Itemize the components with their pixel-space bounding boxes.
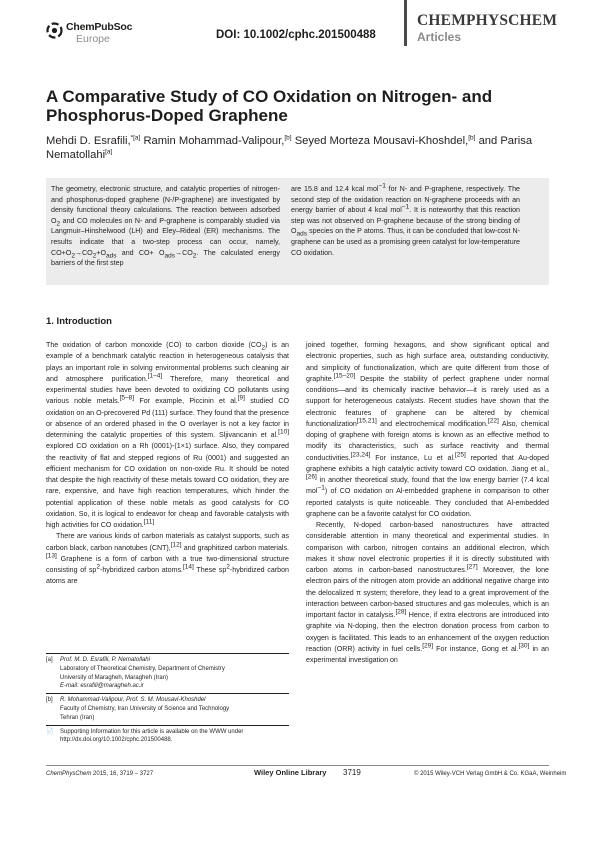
body-paragraph: There are various kinds of carbon materials as catalyst supports, such as carbon black, carbon nanotubes (CNT),[12] and graphitized carbon materials.[13] Graphene is a form of carbon with a true two-dimensional structure consisting of $sp^2$-hybridized carbon atoms.[14] These $sp^2$-hybridized carbon atoms are bbox=[46, 532, 289, 586]
footer-citation: ChemPhysChem 2015, 16, 3719 – 3727 bbox=[46, 771, 154, 777]
affiliation-names: Prof. M. D. Esrafili, P. Nematollahi bbox=[60, 657, 150, 663]
author-name: Mehdi D. Esrafili, bbox=[46, 135, 131, 147]
author-affiliation-mark: [b] bbox=[468, 134, 476, 142]
page-number: 3719 bbox=[343, 768, 361, 777]
author-name: Ramin Mohammad-Valipour, bbox=[143, 135, 285, 147]
header-tab-bar bbox=[404, 0, 407, 46]
footnote-rule bbox=[46, 653, 289, 654]
journal-header bbox=[404, 0, 595, 46]
author-name: and Parisa Nematollahi bbox=[46, 135, 533, 161]
body-paragraph: joined together, forming hexagons, and show significant optical and electronic properties, such as high surface area, outstanding conductivity, and simplicity of functionalization, which are quite different from those of graphite.[15–20] Despite the stability of perfect graphene under normal conditions—and its chemically inactive behavior—it is rarely used as a support for heterogeneous catalysts. Recent studies have shown that the electronic features of graphene can be altered by chemical functionalization[15,21] and electrochemical modification.[22] Also, chemical doping of graphene with foreign atoms is known as an effective method to modify its characteristics, such as surface reactivity and thermal conductivities.[23,24] For instance, Lu et al.[25] reported that Au-doped graphene exhibits a high catalytic activity toward CO oxidation. Jiang et al.,[26] in another theoretical study, found that the low energy barrier (7.4 kcal mol$^{-1}$) of CO oxidation on Al-embedded graphene in comparison to other reported catalysts is quite noticeable. They concluded that Al-embedded graphene can be a favorite catalyst for CO oxidation. bbox=[306, 341, 549, 518]
body-paragraph: The oxidation of carbon monoxide (CO) to carbon dioxide $(CO_2)$ is an example of a benchmark catalytic reaction in heterogeneous catalysis that plays an important role in solving environmental problems such cleaning air and atmosphere purification.[1–4] Therefore, many theoretical and experimental studies have been devoted to oxidizing CO pollutants using various noble metals.[5–8] For example, Piccinin et al.[9] studied CO oxidation on an O-precovered Pd (111) surface. They found that the presence or absence of an ordered phased in the O overlayer is not a key factor in determining the catalytic properties of this system. Sljivancanin et al.[10] explored CO oxidation on a Rh (0001)-(1×1) surface. Also, they compared the reactivity of flat and stepped regions of Ru (0001) and suggested an efficient mechanism for CO oxidation on non-oxide Ru. It should be noted that despite the high reactivity of these metals toward CO oxidation, they are rare, expensive, and have high reaction temperatures, which hinder the potential application of these noble metals as good catalysts for CO oxidation. So, it is logical to endeavor for cheap and favorable catalysts with high activities for CO oxidation.[11] bbox=[46, 341, 289, 529]
supporting-info-note bbox=[46, 728, 289, 746]
supporting-info-icon: 📄 bbox=[46, 728, 54, 735]
body-right-column bbox=[306, 340, 549, 666]
doi-label: DOI: 10.1002/cphc.201500488 bbox=[216, 29, 376, 41]
author-name: Seyed Morteza Mousavi-Khoshdel, bbox=[294, 135, 469, 147]
corresponding-email[interactable]: E-mail: esrafili@maragheh.ac.ir bbox=[60, 683, 144, 690]
abstract-right-column: are 15.8 and 12.4 kcal mol$^{-1}$ for N- and P-graphene, respectively. The second step of the oxidation reaction on N-graphene proceeds with an energy barrier of about 4 kcal mol$^{-1}$. It is noteworthy that this reaction step was not observed on P-graphene because of the strong binding of $O_{ads}$ species on the P atoms. Thus, it can be concluded that low-cost N-graphene can be used as a promising green catalyst for low-temperature CO oxidation. bbox=[291, 182, 520, 257]
footnote-separator bbox=[46, 693, 289, 694]
author-list bbox=[46, 134, 556, 162]
supporting-info-text[interactable]: Supporting Information for this article is available on the WWW under http://dx.doi.org/10.1002/cphc.201500488. bbox=[60, 728, 244, 744]
chempubsoc-logo-icon bbox=[46, 22, 63, 39]
affiliation-footnotes bbox=[46, 656, 289, 745]
body-left-column bbox=[46, 340, 289, 588]
author-affiliation-mark: [a] bbox=[105, 148, 113, 156]
author-affiliation-mark: *[a] bbox=[130, 134, 141, 142]
body-paragraph: Recently, N-doped carbon-based nanostructures have attracted considerable attention in many theoretical and experimental studies. In comparison with carbon, nitrogen contains an additional electron, which makes it show novel electronic properties if it is directly substituted with carbon atoms in carbon-based nanostructures.[27] Moreover, the lone electron pairs of the nitrogen atom provide an additional negative charge into the delocalized π system; therefore, they lead to a great improvement of the interaction between carbon-based structures and gas molecules, which is an important factor in catalysis.[28] Hence, if extra electrons are introduced into graphite via N-doping, then the electron donation process from carbon to oxygen is facilitated. This leads to an enhancement of the oxygen reduction reaction (ORR) activity in fuel cells.[29] For instance, Gong et al.[30] in an experimental investigation on bbox=[306, 521, 549, 664]
journal-name: CHEMPHYSCHEM bbox=[417, 12, 558, 29]
section-heading: 1. Introduction bbox=[46, 316, 112, 327]
footnote-separator bbox=[46, 725, 289, 726]
affiliation-b: [b] R. Mohammad-Valipour, Prof. S. M. Mousavi-Khoshdel Faculty of Chemistry, Iran University of Science and Technology Tehran (Iran) bbox=[46, 696, 289, 722]
publisher-name: ChemPubSoc bbox=[66, 21, 133, 33]
section-label: Articles bbox=[417, 30, 462, 44]
author-affiliation-mark: [b] bbox=[284, 134, 292, 142]
footer-rule bbox=[46, 765, 549, 766]
publisher-logo bbox=[46, 20, 136, 46]
abstract-left-column: The geometry, electronic structure, and catalytic properties of nitrogen- and phosphorus-doped graphene (N-/P-graphene) are investigated by density functional theory calculations. The reaction between adsorbed $O_2$ and CO molecules on N- and P-graphene is comparably studied via Langmuir–Hinshelwood (LH) and Eley–Rideal (ER) mechanisms. The results indicate that a two-step process can occur, namely, $CO+O_2\to CO_2+O_{ads}$ and $CO+ O_{ads}\to CO_2$. The calculated energy barriers of the first step bbox=[51, 185, 280, 268]
publisher-region: Europe bbox=[76, 33, 110, 45]
abstract-box bbox=[46, 178, 549, 285]
article-title: A Comparative Study of CO Oxidation on Nitrogen- and Phosphorus-Doped Graphene bbox=[46, 87, 493, 125]
affiliation-names: R. Mohammad-Valipour, Prof. S. M. Mousavi-Khoshdel bbox=[60, 697, 206, 704]
wiley-online-library-link[interactable]: Wiley Online Library bbox=[254, 768, 327, 777]
affiliation-a: [a] Prof. M. D. Esrafili, P. Nematollahi Laboratory of Theoretical Chemistry, Department of Chemistry University of Maragheh, Maragheh (Iran) E-mail: esrafili@maragheh.ac.ir bbox=[46, 656, 289, 691]
copyright-notice: © 2015 Wiley-VCH Verlag GmbH & Co. KGaA, Weinheim bbox=[414, 771, 567, 777]
